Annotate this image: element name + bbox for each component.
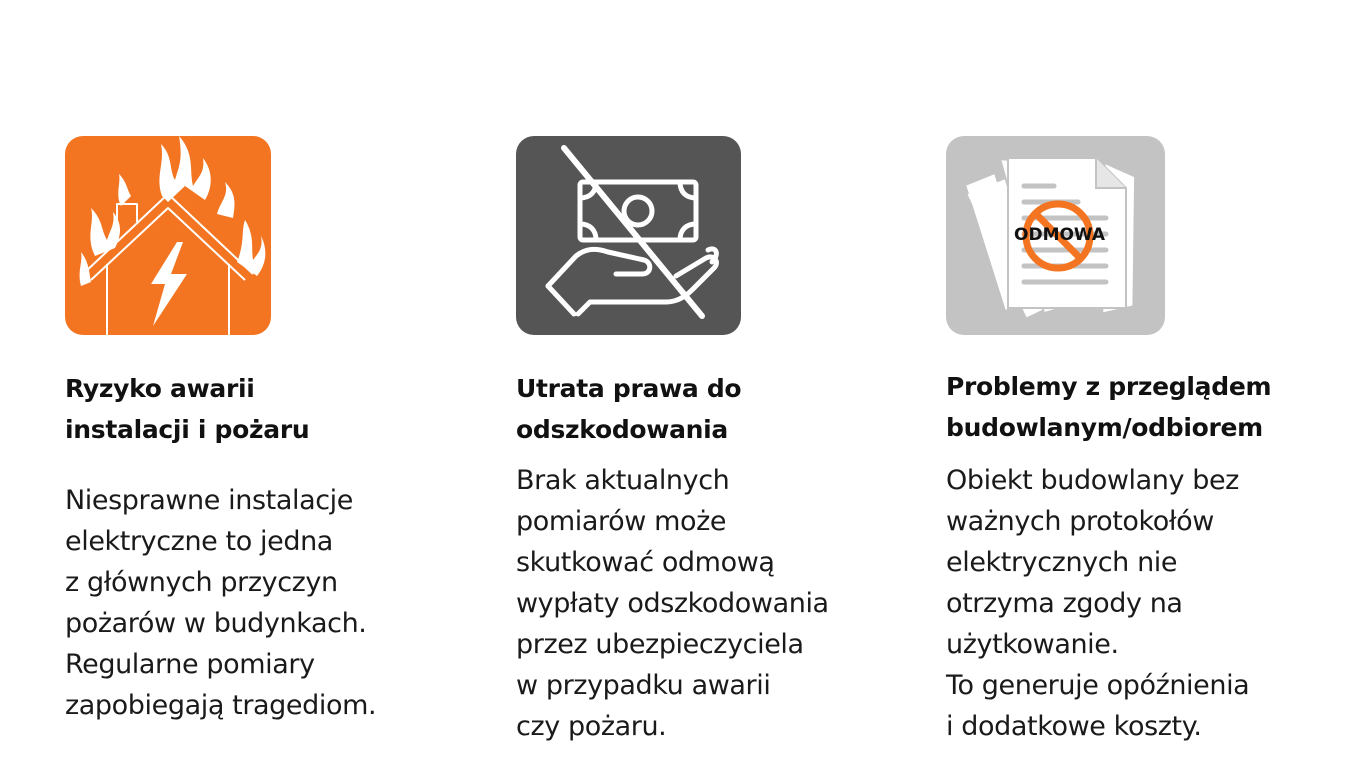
card-title: Problemy z przeglądem budowlanym/odbiorem <box>946 372 1272 442</box>
no-money-hand-icon <box>516 136 741 335</box>
rejected-document-icon <box>946 136 1165 335</box>
card-title: Utrata prawa do odszkodowania <box>516 374 742 444</box>
card-description: Obiekt budowlany bez ważnych protokołów elektrycznych nie otrzyma zgody na użytkowanie. To generuje opóźnienia i dodatkowe koszty. <box>946 465 1250 742</box>
stamp-label: ODMOWA <box>1014 225 1106 245</box>
card-fire-risk <box>65 136 376 726</box>
card-building-inspection <box>946 136 1271 747</box>
house-fire-lightning-icon <box>65 136 271 335</box>
card-title: Ryzyko awarii instalacji i pożaru <box>65 374 310 444</box>
card-description: Brak aktualnych pomiarów może skutkować odmową wypłaty odszkodowania przez ubezpieczyciela w przypadku awarii czy pożaru. <box>516 465 829 742</box>
card-compensation-loss <box>516 136 829 747</box>
card-description: Niesprawne instalacje elektryczne to jedna z głównych przyczyn pożarów w budynkach. Regularne pomiary zapobiegają tragediom. <box>65 485 377 721</box>
